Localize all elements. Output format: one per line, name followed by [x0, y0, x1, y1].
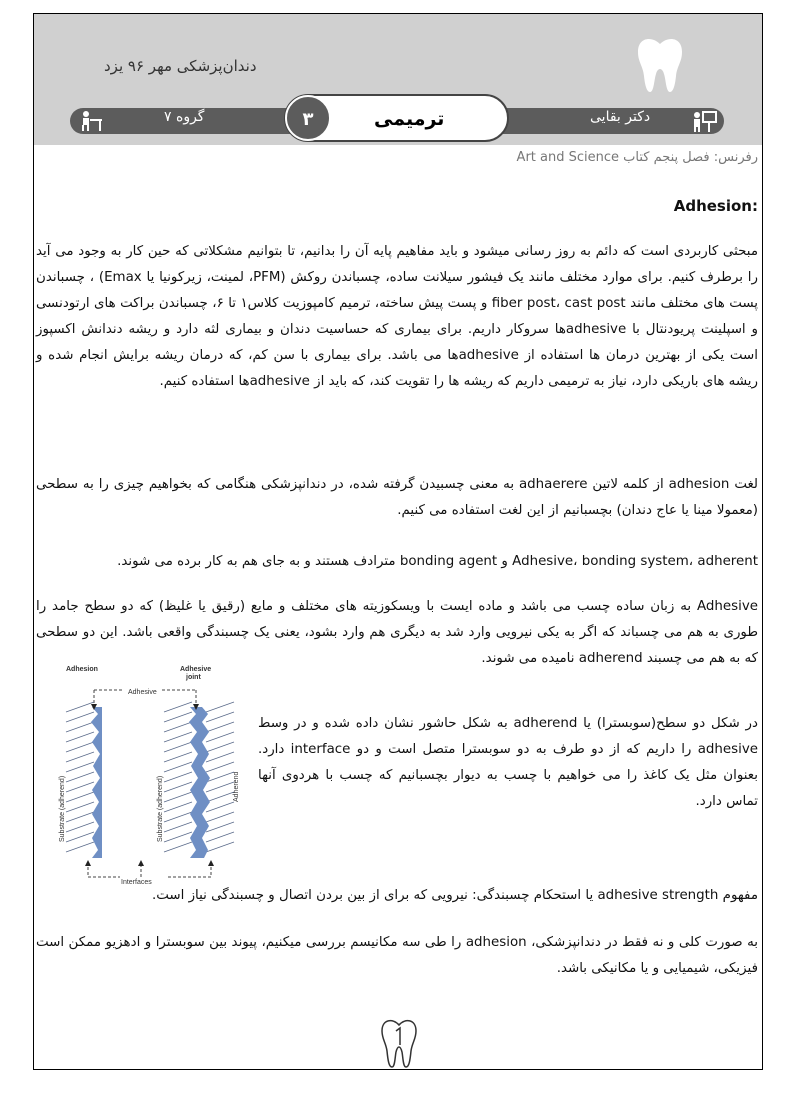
paragraph-synonyms: Adhesive، bonding system، adherent و bonding agent مترادف هستند و به جای هم به کار برده می شوند. [117, 554, 758, 569]
paragraph-figure-explanation: در شکل دو سطح(سوبسترا) یا adherend به شکل حاشور نشان داده شده و در وسط adhesive را داریم که از دو طرف به دو سوبسترا متصل است و دو interface دارد. بعنوان مثل یک کاغذ را می خواهیم با چسب به دیوار بچسبانیم که چسب با هردوی آنها تماس دارد. [258, 716, 758, 809]
figure-label-interfaces: Interfaces [121, 879, 152, 886]
figure-label-adherend: Adherend [233, 771, 240, 802]
paragraph-intro: مبحثی کاربردی است که دائم به روز رسانی میشود و باید مفاهیم پایه آن را بدانیم، تا بتوانیم مشکلاتی که حین کار به وجود می آید را برطرف کنیم. برای موارد مختلف مانند یک فیشور سیلانت ساده، چسباندن روکش (PFM، لمینت، زیرکونیا یا Emax) ، چسباندن پست های مختلف مانند fiber post، cast post و پست پیش ساخته، ترمیم کامپوزیت کلاس۱ تا ۶، چسباندن براکت های ارتودنسی و اسپلینت پریودنتال با adhesiveها سروکار داریم. برای بیماری که حساسیت دندان و بیماری لثه دارد و ریشه دندانش اکسپوز است یکی از بهترین درمان ها استفاده از adhesiveها می باشد. برای بیماری با سن کم، که درمان ریشه برایش انجام شده و ریشه های باریکی دارد، نیاز به ترمیمی داریم که ریشه ها را تقویت کند، که باید از adhesiveها استفاده کنیم. [36, 244, 759, 389]
paragraph-adhesive-strength: مفهوم adhesive strength یا استحکام چسبندگی: نیرویی که برای از بین بردن اتصال و چسبندگی نیاز است. [151, 888, 758, 903]
adhesion-diagram [36, 662, 256, 887]
instructor-name: دکتر بقایی [590, 109, 651, 125]
figure-label-adhesion: Adhesion [66, 666, 98, 673]
paragraph-adhesive-definition: Adhesive به زبان ساده چسب می باشد و ماده ایست با ویسکوزیته های مختلف و مایع (رقیق یا غلیظ) که دو سطح جامد را طوری به هم می چسباند که اگر به یکی نیرویی وارد شد به دیگری هم وارد بشود، یعنی یک چسبندگی واقعی باشد. این دو سطحی که به هم می چسبند adherend نامیده می شوند. [36, 599, 758, 666]
page [33, 13, 763, 1070]
paragraph-mechanisms: به صورت کلی و نه فقط در دندانپزشکی، adhesion را طی سه مکانیسم بررسی میکنیم، پیوند بین سوبسترا و ادهزیو ممکن است فیزیکی، شیمیایی و یا مکانیکی باشد. [36, 935, 758, 976]
figure-label-joint-1: Adhesive [180, 666, 212, 673]
section-heading: Adhesion: [673, 197, 758, 215]
page-tooth-icon [379, 1017, 419, 1069]
session-number-badge: ۳ [285, 95, 331, 141]
course-title: دندان‌پزشکی مهر ۹۶ یزد [104, 57, 257, 75]
figure-label-substrate-right: Substrate (adherend) [157, 775, 164, 842]
tooth-logo-icon [634, 34, 686, 94]
reference-line: رفرنس: فصل پنجم کتاب Art and Science [516, 150, 758, 165]
teacher-board-icon [690, 110, 718, 132]
paragraph-etymology: لغت adhesion از کلمه لاتین adhaerere به معنی چسبیدن گرفته شده، در دندانپزشکی هنگامی که بخواهیم چیزی را به سطحی (معمولا مینا یا عاج دندان) بچسبانیم از این لغت استفاده می کنیم. [36, 477, 759, 518]
subject-title: ترمیمی [374, 108, 445, 130]
page-header [34, 14, 762, 145]
group-label: گروه ۷ [164, 109, 205, 125]
figure-label-adhesive: Adhesive [128, 689, 157, 696]
figure-label-joint-2: joint [186, 674, 201, 681]
figure-label-substrate-left: Substrate (adherend) [59, 775, 66, 842]
student-desk-icon [78, 110, 106, 132]
